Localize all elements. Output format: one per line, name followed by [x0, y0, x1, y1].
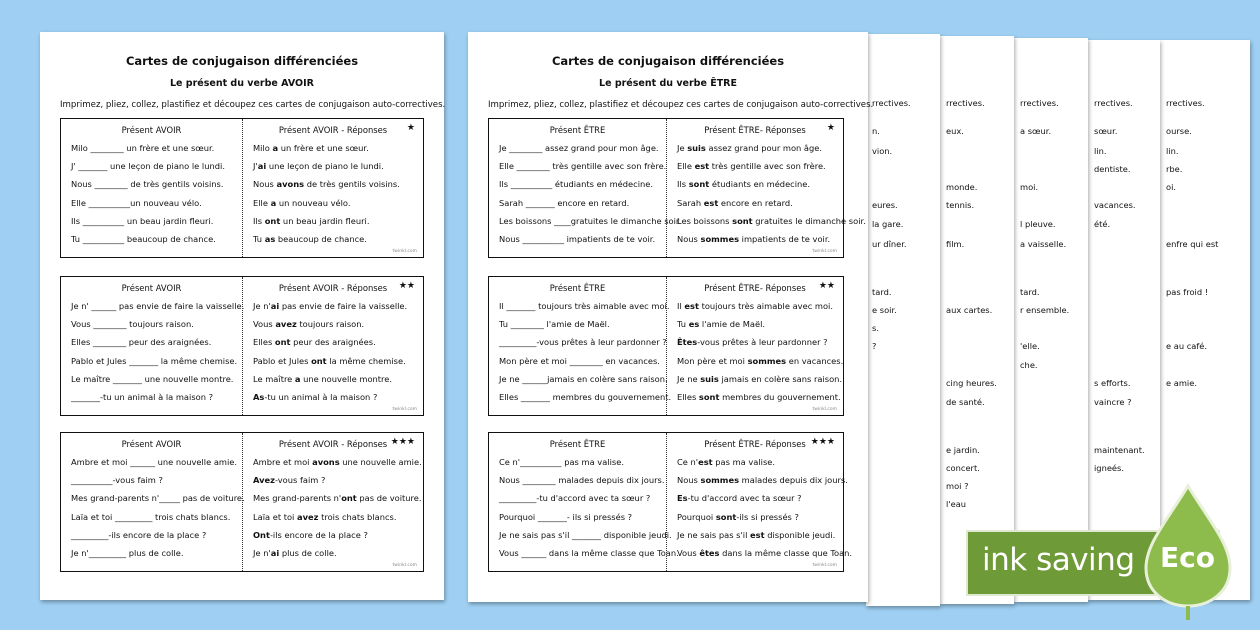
answer-suffix: un frère et une sœur. — [278, 143, 369, 153]
conjugation-card — [488, 118, 866, 258]
fragment-text: la gare. — [872, 219, 904, 229]
fragment-text: 'elle. — [1020, 341, 1040, 351]
answer-prefix: Mes grand-parents n' — [253, 493, 342, 504]
answer-suffix: beaucoup de chance. — [275, 233, 367, 244]
fragment-text: ur dîner. — [872, 239, 907, 249]
answer-verb: est — [694, 161, 710, 172]
question-line: Nous __________ impatients de te voir. — [499, 233, 656, 244]
sheet-intro: Imprimez, pliez, collez, plastifiez et découpez ces cartes de conjugaison auto-correctives. — [60, 100, 446, 110]
answer-suffix: membres du gouvernement. — [719, 391, 841, 402]
difficulty-stars-icon: ★★ — [398, 281, 415, 291]
fragment-intro-tail: rrectives. — [1166, 98, 1205, 108]
fragment-text: dentiste. — [1094, 164, 1131, 174]
answer-suffix: une leçon de piano le lundi. — [266, 161, 384, 172]
card-answers — [666, 433, 853, 571]
answer-prefix: Tu — [677, 319, 689, 330]
answer-suffix: de très gentils voisins. — [304, 179, 400, 190]
card-question-heading: Présent ÊTRE — [549, 283, 606, 293]
sheet-title: Cartes de conjugaison différenciées — [551, 54, 785, 68]
answer-line — [253, 198, 419, 216]
answer-prefix: Nous — [253, 179, 277, 190]
question-line: Sarah _______ encore en retard. — [499, 197, 630, 208]
answer-line — [253, 530, 419, 548]
answer-suffix: -vous faim ? — [275, 475, 326, 486]
card-answers — [666, 119, 866, 257]
fragment-text: e amie. — [1166, 378, 1197, 388]
answer-suffix: en vacances. — [786, 355, 844, 366]
card-questions — [489, 119, 682, 257]
worksheet-etre — [468, 32, 874, 602]
card-questions — [61, 433, 245, 571]
question-line: Ambre et moi ______ une nouvelle amie. — [71, 457, 238, 467]
sheet-intro: Imprimez, pliez, collez, plastifiez et découpez ces cartes de conjugaison auto-correctives. — [488, 100, 874, 110]
fragment-text: l'eau — [946, 499, 967, 509]
difficulty-stars-icon: ★ — [826, 123, 835, 133]
fragment-intro-tail: rrectives. — [1094, 98, 1133, 108]
answer-line — [253, 161, 419, 179]
stacked-sheet-1 — [866, 34, 940, 606]
fragment-text: eures. — [872, 200, 898, 210]
card-questions — [489, 433, 679, 571]
answer-line — [677, 373, 843, 392]
question-line: J' _______ une leçon de piano le lundi. — [71, 161, 225, 172]
conjugation-card — [60, 432, 424, 572]
answer-line — [677, 512, 839, 530]
card-answer-heading: Présent AVOIR - Réponses — [278, 439, 388, 449]
fragment-text: s efforts. — [1094, 378, 1131, 388]
answer-line — [677, 198, 839, 216]
conjugation-card — [60, 276, 424, 416]
fragment-intro-tail: rrectives. — [872, 98, 911, 108]
answer-suffix: -ils si pressés ? — [736, 511, 799, 522]
card-answer-heading: Présent AVOIR - Réponses — [278, 125, 388, 135]
fragment-intro-tail: rrectives. — [946, 98, 985, 108]
answer-suffix: peur des araignées. — [290, 337, 376, 348]
answer-suffix: toujours raison. — [296, 319, 365, 330]
fragment-text: che. — [1020, 360, 1038, 370]
sheet-title: Cartes de conjugaison différenciées — [125, 54, 359, 68]
answer-verb: Avez — [253, 475, 275, 486]
answer-verb: a — [270, 197, 277, 208]
answer-verb: As — [253, 391, 265, 402]
answer-suffix: impatients de te voir. — [739, 233, 831, 244]
question-line: Les boissons ____gratuites le dimanche soir. — [499, 215, 682, 226]
fragment-text: e au café. — [1166, 341, 1208, 351]
question-line: Tu __________ beaucoup de chance. — [71, 233, 216, 244]
answer-suffix: un beau jardin fleuri. — [280, 215, 370, 226]
fragment-text: lin. — [1166, 146, 1179, 156]
answer-suffix: assez grand pour mon âge. — [705, 143, 823, 153]
answer-prefix: Ils — [677, 179, 689, 190]
answer-prefix: Ambre et moi — [253, 457, 313, 467]
answer-verb: suis — [700, 373, 719, 384]
card-answers — [242, 277, 423, 415]
answer-prefix: Milo — [253, 143, 273, 153]
answer-prefix: Nous — [677, 475, 701, 486]
answer-verb: a — [272, 143, 279, 153]
question-line: Laïa et toi _________ trois chats blancs. — [71, 511, 231, 522]
answer-prefix: Vous — [253, 319, 276, 330]
answer-verb: sont — [715, 511, 737, 522]
fragment-text: r ensemble. — [1020, 305, 1070, 315]
answer-suffix: -vous prêtes à leur pardonner ? — [697, 337, 828, 348]
answer-prefix: Elles — [677, 391, 699, 402]
answer-prefix: Il — [677, 301, 685, 311]
answer-line — [253, 512, 419, 530]
answer-suffix: gratuites le dimanche soir. — [752, 215, 866, 226]
card-question-heading: Présent AVOIR — [121, 125, 182, 135]
fragment-text: a sœur. — [1020, 126, 1052, 136]
answer-line — [677, 355, 844, 374]
answer-verb: ai — [257, 161, 267, 172]
brand-mark: twinkl.com — [392, 407, 417, 412]
fragment-text: maintenant. — [1094, 445, 1145, 455]
question-line: _________-vous prêtes à leur pardonner ? — [499, 337, 667, 348]
question-line: Nous ________ de très gentils voisins. — [71, 179, 224, 190]
card-questions — [61, 119, 242, 257]
answer-verb: avez — [297, 511, 319, 522]
answer-suffix: une nouvelle amie. — [339, 457, 422, 467]
answer-prefix: Elles — [253, 337, 275, 348]
answer-line — [253, 457, 422, 475]
difficulty-stars-icon: ★★★ — [810, 437, 835, 447]
answer-suffix: -tu un animal à la maison ? — [264, 391, 378, 402]
question-line: Vous ________ toujours raison. — [71, 319, 194, 330]
sheet-subtitle: Le présent du verbe AVOIR — [169, 78, 314, 89]
answer-verb: ai — [270, 547, 280, 558]
answer-suffix: dans la même classe que Toan. — [719, 547, 853, 558]
answer-line — [253, 475, 419, 493]
brand-mark: twinkl.com — [812, 563, 837, 568]
question-line: Milo ________ un frère et une sœur. — [71, 143, 215, 153]
answer-verb: avons — [276, 179, 305, 190]
question-line: Je ne sais pas s'il _______ disponible jeudi. — [499, 529, 672, 540]
answer-verb: sommes — [700, 233, 740, 244]
fragment-text: concert. — [946, 463, 980, 473]
answer-prefix: Mon père et moi — [677, 355, 748, 366]
card-question-heading: Présent ÊTRE — [549, 439, 606, 449]
answer-verb: sommes — [747, 355, 787, 366]
answer-prefix: Je n' — [253, 301, 271, 311]
card-questions — [61, 277, 245, 415]
answer-verb: est — [698, 457, 713, 467]
difficulty-stars-icon: ★ — [406, 123, 415, 133]
question-line: Ce n'__________ pas ma valise. — [499, 457, 624, 467]
answer-prefix: Je n' — [253, 547, 271, 558]
fragment-text: film. — [946, 239, 965, 249]
answer-verb: ont — [311, 355, 327, 366]
answer-suffix: pas ma valise. — [712, 457, 776, 467]
answer-line — [253, 493, 422, 511]
question-line: Tu ________ l'amie de Maël. — [499, 319, 610, 330]
fragment-text: moi. — [1020, 182, 1039, 192]
question-line: Pablo et Jules _______ la même chemise. — [71, 355, 238, 366]
question-line: Ils __________ un beau jardin fleuri. — [71, 215, 214, 226]
question-line: Mes grand-parents n'_____ pas de voiture. — [71, 493, 245, 504]
fragment-text: vaincre ? — [1094, 397, 1132, 407]
sheet-subtitle: Le présent du verbe ÊTRE — [599, 78, 737, 89]
answer-prefix: Laïa et toi — [253, 511, 298, 522]
question-line: Je n'_________ plus de colle. — [71, 547, 184, 558]
answer-verb: avez — [275, 319, 297, 330]
stacked-sheet-2 — [940, 36, 1014, 604]
answer-verb: ont — [274, 337, 291, 348]
answer-line — [677, 319, 839, 337]
answer-line — [253, 216, 419, 234]
fragment-intro-tail: rrectives. — [1020, 98, 1059, 108]
fragment-text: oi. — [1166, 182, 1177, 192]
fragment-text: tennis. — [946, 200, 975, 210]
answer-suffix: -tu d'accord avec ta sœur ? — [687, 493, 802, 504]
answer-line — [677, 161, 839, 179]
answer-line — [253, 374, 419, 392]
answer-line — [253, 301, 419, 319]
conjugation-card — [60, 118, 424, 258]
answer-suffix: trois chats blancs. — [318, 511, 397, 522]
question-line: _________-tu d'accord avec ta sœur ? — [499, 493, 651, 504]
card-question-heading: Présent ÊTRE — [549, 125, 606, 135]
fragment-text: s. — [872, 323, 879, 333]
fragment-text: aux cartes. — [946, 305, 993, 315]
card-answers — [242, 433, 423, 571]
answer-prefix: Les boissons — [677, 215, 733, 226]
answer-prefix: J' — [253, 161, 258, 172]
answer-prefix: Ce n' — [677, 457, 699, 467]
answer-verb: a — [294, 373, 301, 384]
answer-prefix: Vous — [677, 547, 700, 558]
answer-line — [677, 301, 839, 319]
answer-prefix: Pablo et Jules — [253, 355, 312, 366]
answer-prefix: Je — [677, 143, 688, 153]
card-answer-heading: Présent ÊTRE- Réponses — [704, 125, 806, 135]
question-line: Il _______ toujours très aimable avec moi. — [499, 301, 670, 311]
fragment-text: vion. — [872, 146, 893, 156]
fragment-text: de santé. — [946, 397, 985, 407]
card-question-heading: Présent AVOIR — [121, 439, 182, 449]
answer-prefix: Je ne — [677, 373, 701, 384]
fragment-text: n. — [872, 126, 880, 136]
question-line: _________-ils encore de la place ? — [71, 529, 207, 540]
ink-saving-text: ink saving — [982, 542, 1135, 578]
difficulty-stars-icon: ★★ — [818, 281, 835, 291]
answer-prefix: Pourquoi — [677, 511, 716, 522]
answer-verb: es — [688, 319, 700, 330]
conjugation-card — [488, 432, 853, 572]
card-answer-heading: Présent ÊTRE- Réponses — [704, 439, 806, 449]
card-answers — [242, 119, 423, 257]
fragment-text: vacances. — [1094, 200, 1136, 210]
question-line: Ils __________ étudiants en médecine. — [499, 179, 654, 190]
answer-verb: Ont — [253, 529, 270, 540]
question-line: Elle __________un nouveau vélo. — [71, 197, 202, 208]
answer-verb: ai — [270, 301, 280, 311]
answer-verb: avons — [312, 457, 340, 467]
answer-suffix: très gentille avec son frère. — [709, 161, 826, 172]
answer-verb: sommes — [700, 475, 740, 486]
card-answers — [666, 277, 843, 415]
answer-verb: as — [264, 233, 276, 244]
question-line: Je ________ assez grand pour mon âge. — [499, 143, 659, 153]
eco-label: Eco — [1160, 541, 1215, 574]
brand-mark: twinkl.com — [392, 563, 417, 568]
answer-suffix: pas de voiture. — [356, 493, 422, 504]
card-question-heading: Présent AVOIR — [121, 283, 182, 293]
answer-prefix: Le maître — [253, 373, 295, 384]
brand-mark: twinkl.com — [392, 249, 417, 254]
question-line: Je n' ______ pas envie de faire la vaisselle. — [71, 301, 245, 311]
fragment-text: l pleuve. — [1020, 219, 1056, 229]
fragment-text: e soir. — [872, 305, 897, 315]
answer-line — [253, 143, 419, 161]
difficulty-stars-icon: ★★★ — [390, 437, 415, 447]
answer-verb: est — [684, 301, 699, 311]
answer-prefix: Ils — [253, 215, 265, 226]
answer-suffix: la même chemise. — [326, 355, 406, 366]
answer-suffix: toujours très aimable avec moi. — [698, 301, 833, 311]
answer-suffix: -ils encore de la place ? — [269, 529, 368, 540]
answer-suffix: encore en retard. — [718, 197, 793, 208]
fragment-text: a vaisselle. — [1020, 239, 1067, 249]
answer-prefix: Elle — [677, 161, 695, 172]
answer-verb: ont — [264, 215, 281, 226]
answer-suffix: pas envie de faire la vaisselle. — [279, 301, 408, 311]
answer-verb: sont — [698, 391, 720, 402]
answer-line — [677, 179, 839, 197]
card-answer-heading: Présent ÊTRE- Réponses — [704, 283, 806, 293]
answer-line — [253, 356, 419, 374]
card-questions — [489, 277, 672, 415]
fragment-text: enfre qui est — [1166, 239, 1219, 249]
answer-suffix: malades depuis dix jours. — [739, 475, 848, 486]
answer-suffix: jamais en colère sans raison. — [718, 373, 843, 384]
fragment-text: igneés. — [1094, 463, 1124, 473]
fragment-text: monde. — [946, 182, 978, 192]
answer-verb: Êtes — [677, 337, 698, 348]
brand-mark: twinkl.com — [812, 249, 837, 254]
question-line: Nous ________ malades depuis dix jours. — [499, 475, 665, 486]
answer-verb: est — [703, 197, 719, 208]
answer-suffix: une nouvelle montre. — [300, 373, 393, 384]
answer-line — [253, 319, 419, 337]
answer-line — [677, 530, 839, 548]
answer-line — [677, 493, 839, 511]
fragment-text: ? — [872, 341, 877, 351]
answer-line — [677, 143, 839, 161]
question-line: _______-tu un animal à la maison ? — [71, 391, 214, 402]
question-line: Je ne ______jamais en colère sans raison. — [499, 373, 668, 384]
answer-suffix: l'amie de Maël. — [699, 319, 766, 330]
answer-line — [677, 337, 839, 355]
fragment-text: pas froid ! — [1166, 287, 1209, 297]
question-line: Elles _______ membres du gouvernement. — [499, 391, 672, 402]
answer-line — [677, 457, 839, 475]
answer-verb: Es — [677, 493, 688, 504]
answer-line — [677, 475, 848, 493]
worksheet-avoir — [40, 32, 444, 600]
answer-suffix: un nouveau vélo. — [276, 197, 351, 208]
answer-prefix: Nous — [677, 233, 701, 244]
card-answer-heading: Présent AVOIR - Réponses — [278, 283, 388, 293]
question-line: Elle ________ très gentille avec son frère. — [499, 161, 667, 172]
answer-prefix: Elle — [253, 197, 271, 208]
answer-line — [253, 179, 419, 197]
fragment-text: e jardin. — [946, 445, 980, 455]
question-line: Elles ________ peur des araignées. — [71, 337, 212, 348]
fragment-text: eux. — [946, 126, 964, 136]
answer-line — [253, 337, 419, 355]
fragment-text: lin. — [1094, 146, 1107, 156]
question-line: Vous ______ dans la même classe que Toan. — [499, 547, 679, 558]
question-line: __________-vous faim ? — [71, 475, 163, 486]
fragment-text: cing heures. — [946, 378, 997, 388]
answer-line — [677, 215, 866, 234]
answer-verb: ont — [341, 493, 357, 504]
stacked-sheet-3 — [1014, 38, 1088, 602]
answer-verb: est — [750, 529, 765, 540]
answer-suffix: étudiants en médecine. — [709, 179, 811, 190]
fragment-text: moi ? — [946, 481, 969, 491]
question-line: Le maître _______ une nouvelle montre. — [71, 373, 234, 384]
question-line: Mon père et moi ________ en vacances. — [499, 355, 660, 366]
fragment-text: tard. — [1020, 287, 1040, 297]
answer-prefix: Sarah — [677, 197, 704, 208]
fragment-text: tard. — [872, 287, 892, 297]
question-line: Pourquoi _______- ils si pressés ? — [499, 511, 633, 522]
answer-prefix: Tu — [253, 233, 265, 244]
fragment-text: sœur. — [1094, 126, 1118, 136]
fragment-text: été. — [1094, 219, 1111, 229]
fragment-text: rbe. — [1166, 164, 1183, 174]
answer-verb: sont — [732, 215, 753, 226]
answer-prefix: Je ne sais pas s'il — [677, 529, 751, 540]
fragment-text: ourse. — [1166, 126, 1192, 136]
answer-suffix: disponible jeudi. — [764, 529, 836, 540]
answer-verb: êtes — [699, 547, 720, 558]
conjugation-card — [488, 276, 844, 416]
answer-suffix: plus de colle. — [279, 547, 337, 558]
answer-verb: sont — [688, 179, 710, 190]
brand-mark: twinkl.com — [812, 407, 837, 412]
answer-verb: suis — [687, 143, 706, 153]
